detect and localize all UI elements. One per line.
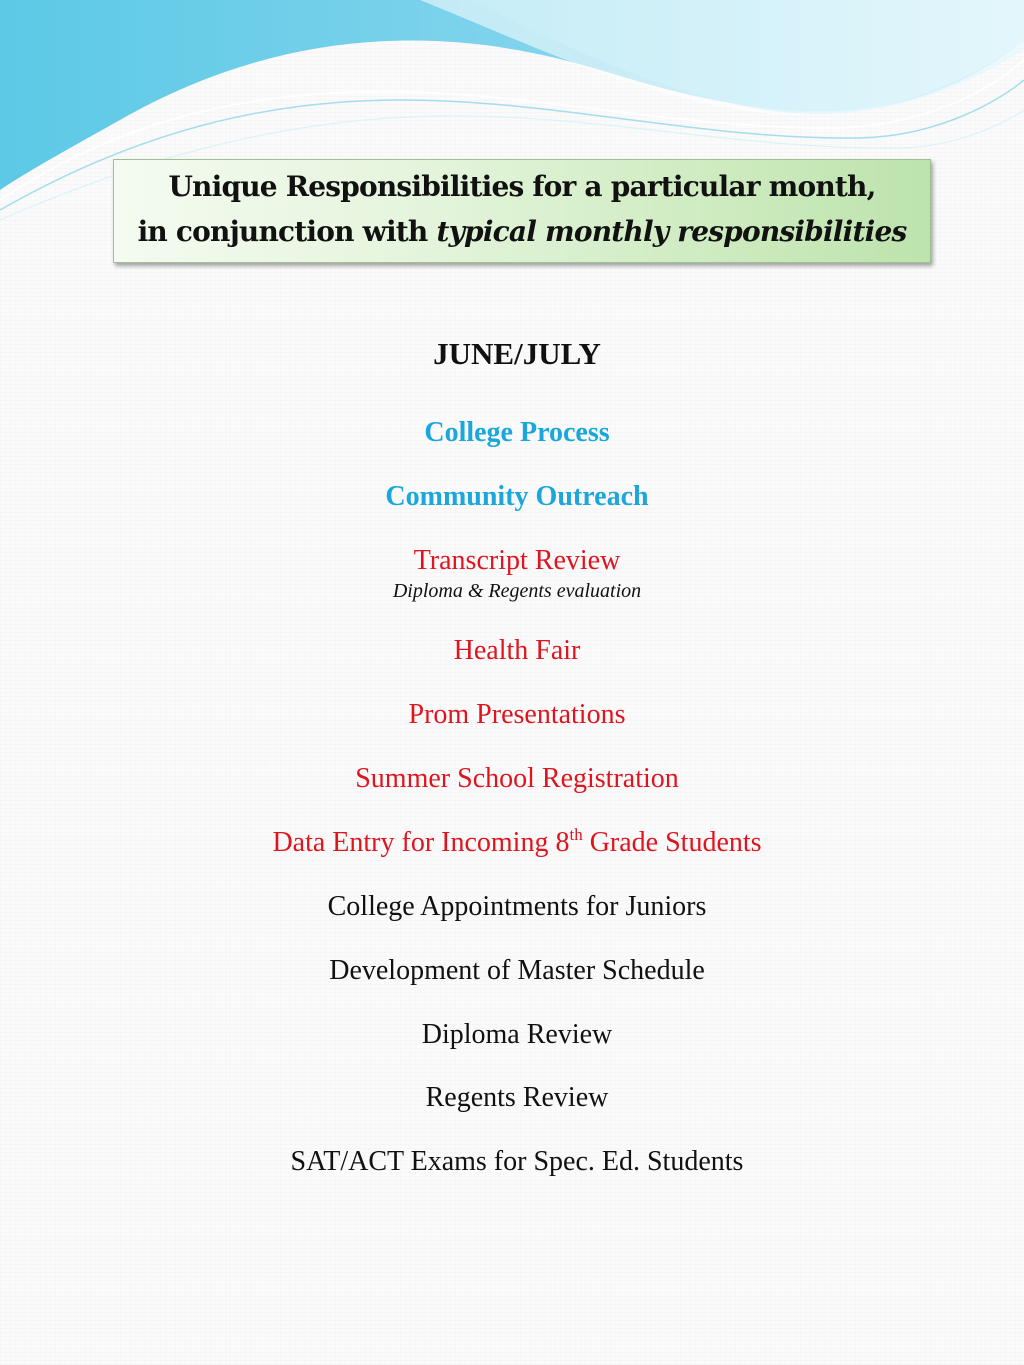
item-health-fair: Health Fair [453,635,581,666]
item-college-appointments: College Appointments for Juniors [327,891,707,922]
data-entry-suffix: Grade Students [582,827,762,858]
item-sat-act-exams: SAT/ACT Exams for Spec. Ed. Students [290,1146,744,1177]
item-prom-presentations: Prom Presentations [408,699,626,730]
data-entry-superscript: th [569,825,583,844]
transcript-review-note: Diploma & Regents evaluation [392,580,642,602]
title-line-2 [114,215,930,248]
title-banner [113,159,931,263]
title-line-2-prefix: in conjunction with [137,215,428,248]
item-summer-school-registration: Summer School Registration [355,763,679,794]
data-entry-prefix: Data Entry for Incoming 8 [272,827,570,858]
item-college-process: College Process [424,417,610,448]
item-diploma-review: Diploma Review [421,1019,613,1050]
item-community-outreach: Community Outreach [385,481,649,512]
title-line-2-italic: typical monthly responsibilities [436,215,907,248]
item-transcript-review: Transcript Review [413,545,621,576]
item-data-entry [0,826,1024,860]
title-line-1: Unique Responsibilities for a particular month, [168,170,876,203]
month-heading: JUNE/JULY [433,336,601,371]
item-regents-review: Regents Review [425,1082,609,1113]
item-master-schedule: Development of Master Schedule [329,955,705,986]
